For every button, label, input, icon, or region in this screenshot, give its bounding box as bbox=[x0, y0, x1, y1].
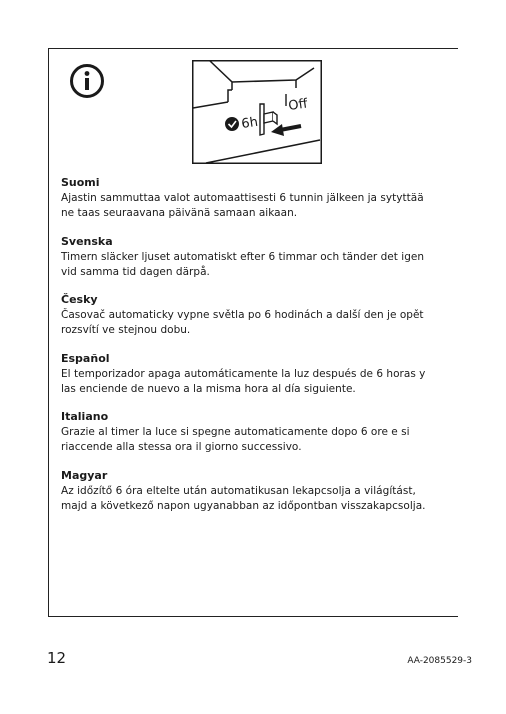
body-line: ne taas seuraavana päivänä samaan aikaan. bbox=[61, 207, 298, 219]
body-line: vid samma tid dagen därpå. bbox=[61, 265, 210, 278]
section-title: Česky bbox=[61, 293, 98, 306]
section-body bbox=[61, 425, 453, 455]
section-body bbox=[61, 191, 453, 221]
document-code: AA-2085529-3 bbox=[407, 656, 472, 666]
section-title: Italiano bbox=[61, 410, 109, 423]
page-number: 12 bbox=[47, 649, 67, 667]
section-magyar bbox=[61, 469, 453, 514]
body-line: Timern släcker ljuset automatiskt efter 6 timmar och tänder det igen bbox=[61, 250, 425, 263]
body-line: El temporizador apaga automáticamente la luz después de 6 horas y bbox=[61, 367, 426, 380]
section-title: Svenska bbox=[61, 234, 113, 248]
section-title: Magyar bbox=[61, 468, 108, 482]
section-body bbox=[61, 308, 453, 338]
body-line: Az időzítő 6 óra eltelte után automatikusan lekapcsolja a világítást, bbox=[61, 484, 416, 497]
body-line: las enciende de nuevo a la misma hora al día siguiente. bbox=[61, 382, 356, 395]
body-line: Grazie al timer la luce si spegne automaticamente dopo 6 ore e si bbox=[61, 426, 410, 438]
body-line: rozsvítí ve stejnou dobu. bbox=[61, 324, 191, 336]
section-cesky bbox=[61, 293, 453, 338]
section-title: Español bbox=[61, 351, 110, 365]
section-italiano bbox=[61, 410, 453, 455]
section-title: Suomi bbox=[61, 176, 100, 189]
timer-6h-label: 6h bbox=[240, 114, 259, 132]
section-body bbox=[61, 250, 453, 280]
timer-illustration bbox=[192, 60, 322, 164]
section-suomi bbox=[61, 176, 453, 221]
section-svenska bbox=[61, 235, 453, 280]
body-line: Časovač automaticky vypne světla po 6 hodinách a další den je opět bbox=[61, 309, 424, 321]
body-line: riaccende alla stessa ora il giorno successivo. bbox=[61, 441, 302, 453]
timer-off-label: Off bbox=[287, 96, 309, 114]
body-line: Ajastin sammuttaa valot automaattisesti 6 tunnin jälkeen ja sytyttää bbox=[61, 192, 424, 204]
language-sections bbox=[61, 176, 453, 527]
section-body bbox=[61, 367, 453, 397]
section-body bbox=[61, 484, 453, 514]
body-line: majd a következő napon ugyanabban az időpontban visszakapcsolja. bbox=[61, 499, 426, 512]
section-espanol bbox=[61, 352, 453, 397]
info-icon bbox=[69, 63, 105, 99]
